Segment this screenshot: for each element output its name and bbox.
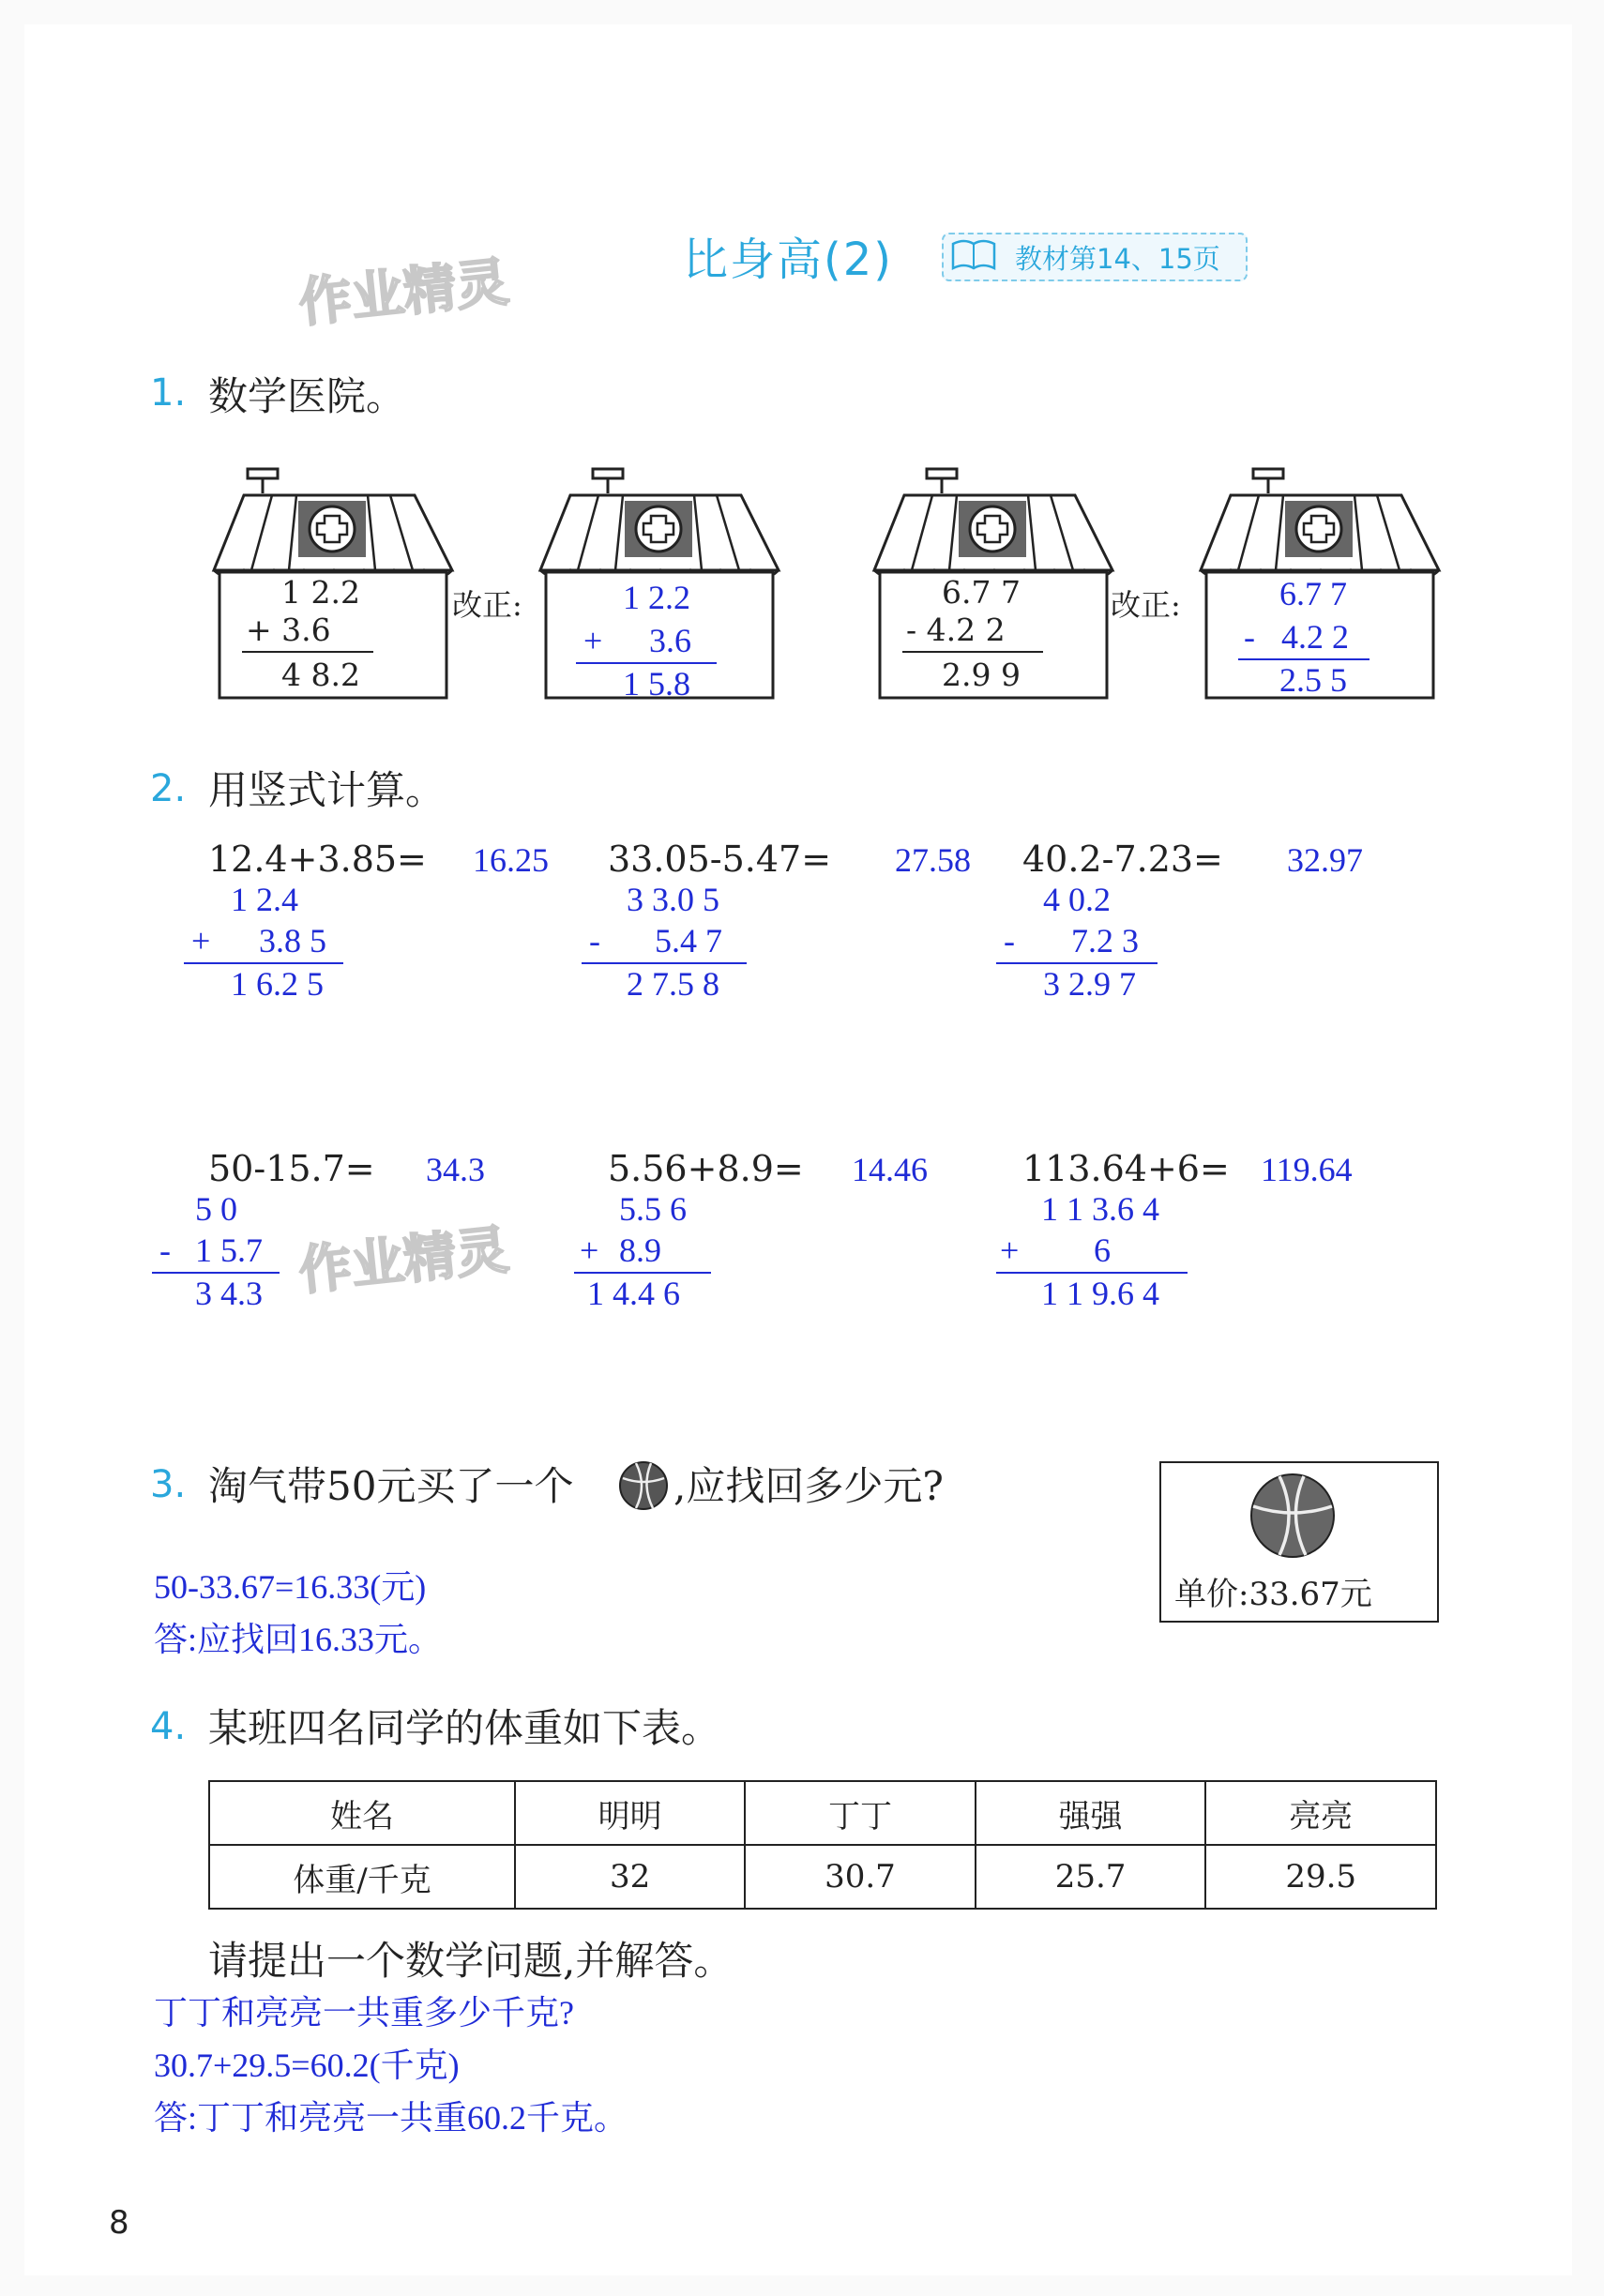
q1-fix2-b: 4.2 2 bbox=[1281, 618, 1349, 656]
table-header-cell: 姓名 bbox=[209, 1781, 515, 1845]
q1-number: 1. bbox=[150, 371, 187, 415]
page-number: 8 bbox=[109, 2204, 129, 2242]
q2-prompt: 用竖式计算。 bbox=[208, 767, 446, 813]
q2-item4-expr: 50-15.7= bbox=[208, 1148, 375, 1189]
q4-number: 4. bbox=[150, 1705, 187, 1748]
q4-prompt: 某班四名同学的体重如下表。 bbox=[208, 1705, 721, 1751]
q2-item1-expr: 12.4+3.85= bbox=[208, 838, 427, 880]
q3-number: 3. bbox=[150, 1463, 187, 1506]
q2-item5-expr: 5.56+8.9= bbox=[608, 1148, 804, 1189]
q1-fix-label-2: 改正: bbox=[1111, 587, 1181, 623]
q2-item3-b: 7.2 3 bbox=[1071, 922, 1139, 959]
table-cell: 29.5 bbox=[1205, 1845, 1436, 1909]
q2-item3-r: 3 2.9 7 bbox=[1043, 965, 1136, 1003]
q1-fix1-op: + bbox=[583, 622, 603, 659]
q2-item3-answer: 32.97 bbox=[1287, 841, 1363, 879]
q2-item2-b: 5.4 7 bbox=[655, 922, 722, 959]
q1-wrong2-rule bbox=[902, 651, 1043, 653]
q4-answer: 答:丁丁和亮亮一共重60.2千克。 bbox=[154, 2099, 628, 2137]
watermark: 作业精灵 bbox=[295, 1219, 512, 1303]
book-icon bbox=[947, 236, 1000, 274]
q2-item2-r: 2 7.5 8 bbox=[627, 965, 719, 1003]
q2-item4-op: - bbox=[159, 1231, 171, 1269]
textbook-ref: 教材第14、15页 bbox=[1015, 243, 1220, 275]
q1-wrong1-a: 1 2.2 bbox=[281, 574, 360, 611]
q4-work: 30.7+29.5=60.2(千克) bbox=[154, 2047, 460, 2084]
q2-item3-op: - bbox=[1004, 922, 1015, 959]
q1-wrong2-a: 6.7 7 bbox=[942, 574, 1021, 611]
q2-item2-a: 3 3.0 5 bbox=[627, 881, 719, 918]
price-label: 单价:33.67元 bbox=[1174, 1576, 1372, 1613]
table-header-cell: 亮亮 bbox=[1205, 1781, 1436, 1845]
basketball-icon bbox=[615, 1458, 672, 1514]
q2-item1-b: 3.8 5 bbox=[259, 922, 326, 959]
q2-item3-expr: 40.2-7.23= bbox=[1022, 838, 1223, 880]
q3-answer: 答:应找回16.33元。 bbox=[154, 1621, 443, 1658]
page-title: 比身高(2) bbox=[683, 234, 893, 286]
table-cell: 30.7 bbox=[745, 1845, 976, 1909]
q3-work: 50-33.67=16.33(元) bbox=[154, 1568, 427, 1606]
q2-number: 2. bbox=[150, 767, 187, 810]
q2-item4-b: 1 5.7 bbox=[195, 1231, 263, 1269]
q1-fix2-r: 2.5 5 bbox=[1279, 661, 1347, 699]
q1-fix2-a: 6.7 7 bbox=[1279, 575, 1347, 612]
q2-item1-a: 1 2.4 bbox=[231, 881, 298, 918]
q3-prompt-b: ,应找回多少元? bbox=[673, 1463, 944, 1509]
q2-item1-op: + bbox=[191, 922, 211, 959]
q4-subprompt: 请提出一个数学问题,并解答。 bbox=[208, 1938, 734, 1984]
q1-fix2-op: - bbox=[1244, 618, 1255, 656]
q2-item5-r: 1 4.4 6 bbox=[587, 1275, 680, 1312]
q2-item5-b: 8.9 bbox=[619, 1231, 661, 1269]
table-header-cell: 强强 bbox=[976, 1781, 1206, 1845]
table-header-cell: 丁丁 bbox=[745, 1781, 976, 1845]
q1-wrong1-b: + 3.6 bbox=[246, 612, 331, 648]
q1-fix-label-1: 改正: bbox=[452, 587, 522, 623]
q2-item4-r: 3 4.3 bbox=[195, 1275, 263, 1312]
q2-item6-b: 6 bbox=[1094, 1231, 1111, 1269]
q2-item1-answer: 16.25 bbox=[473, 841, 549, 879]
q1-fix1-r: 1 5.8 bbox=[623, 665, 690, 702]
table-row bbox=[209, 1845, 1436, 1909]
q1-fix1-a: 1 2.2 bbox=[623, 579, 690, 616]
q2-item4-answer: 34.3 bbox=[426, 1151, 485, 1188]
q2-item4-a: 5 0 bbox=[195, 1190, 237, 1228]
q1-wrong2-r: 2.9 9 bbox=[942, 657, 1021, 693]
q2-item2-op: - bbox=[589, 922, 600, 959]
q2-item6-a: 1 1 3.6 4 bbox=[1041, 1190, 1159, 1228]
q1-wrong1-rule bbox=[242, 651, 373, 653]
table-row bbox=[209, 1781, 1436, 1845]
q1-wrong2-b: - 4.2 2 bbox=[906, 612, 1006, 648]
table-cell: 32 bbox=[515, 1845, 745, 1909]
table-header-cell: 明明 bbox=[515, 1781, 745, 1845]
q2-item3-a: 4 0.2 bbox=[1043, 881, 1111, 918]
q2-item5-answer: 14.46 bbox=[852, 1151, 928, 1188]
q2-item2-answer: 27.58 bbox=[895, 841, 971, 879]
q2-item6-expr: 113.64+6= bbox=[1022, 1148, 1230, 1189]
q3-prompt-a: 淘气带50元买了一个 bbox=[208, 1463, 574, 1509]
q2-item5-op: + bbox=[580, 1231, 599, 1269]
basketball-icon bbox=[1248, 1471, 1338, 1561]
q1-wrong1-r: 4 8.2 bbox=[281, 657, 360, 693]
q2-item5-a: 5.5 6 bbox=[619, 1190, 687, 1228]
q2-item6-op: + bbox=[1000, 1231, 1020, 1269]
q2-item2-expr: 33.05-5.47= bbox=[608, 838, 832, 880]
q2-item1-r: 1 6.2 5 bbox=[231, 965, 324, 1003]
q4-question: 丁丁和亮亮一共重多少千克? bbox=[154, 1994, 574, 2032]
weight-table bbox=[208, 1780, 1437, 1910]
q2-item6-r: 1 1 9.6 4 bbox=[1041, 1275, 1159, 1312]
watermark: 作业精灵 bbox=[295, 251, 512, 335]
q1-prompt: 数学医院。 bbox=[208, 373, 406, 419]
table-cell: 25.7 bbox=[976, 1845, 1206, 1909]
table-cell: 体重/千克 bbox=[209, 1845, 515, 1909]
q1-fix1-b: 3.6 bbox=[649, 622, 691, 659]
q2-item6-answer: 119.64 bbox=[1261, 1151, 1353, 1188]
